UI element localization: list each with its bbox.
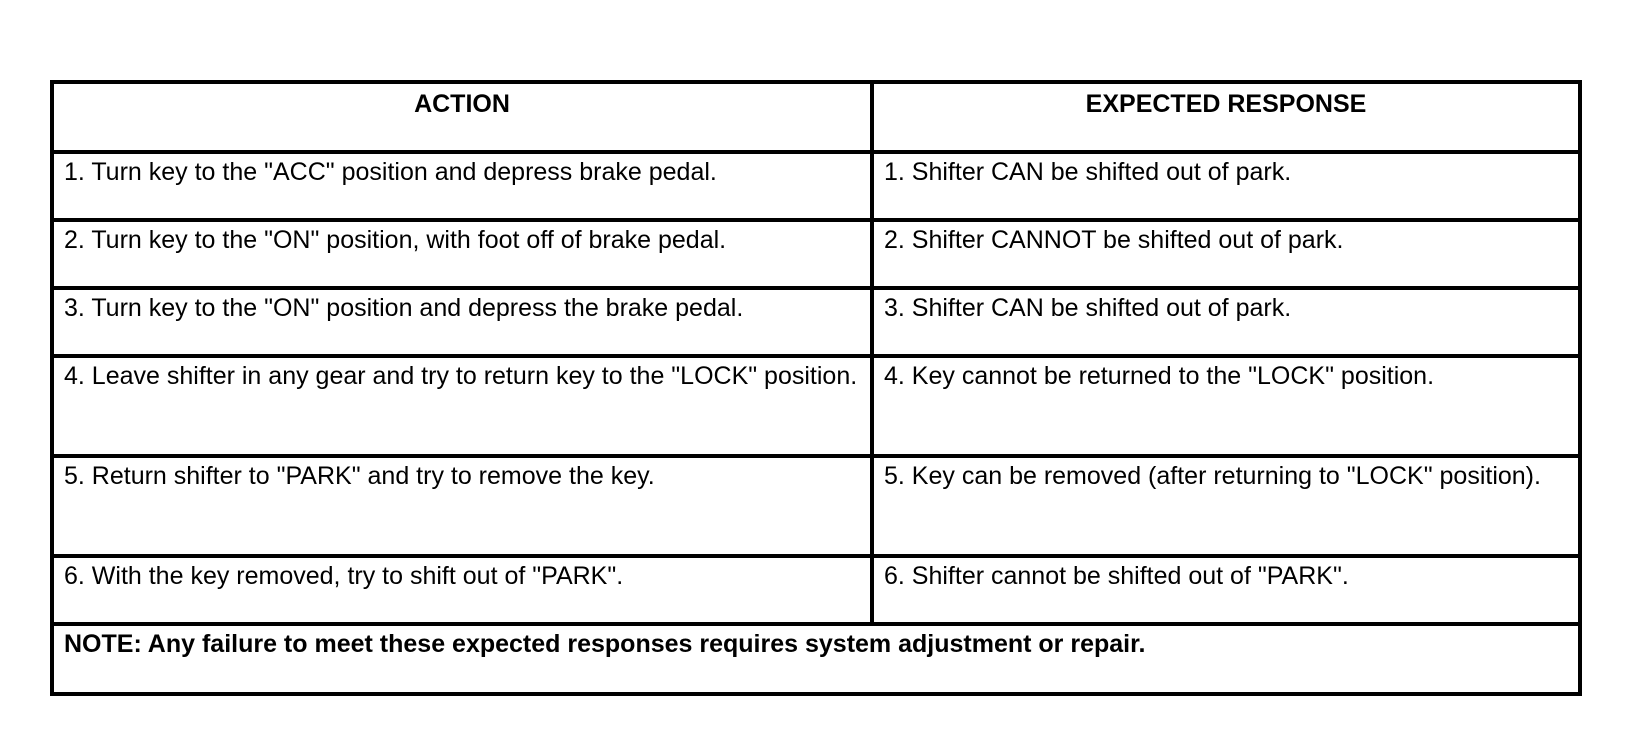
action-cell: 3. Turn key to the "ON" position and depress the brake pedal. (52, 288, 872, 356)
action-cell: 2. Turn key to the "ON" position, with foot off of brake pedal. (52, 220, 872, 288)
header-row (52, 82, 1580, 152)
table-row (52, 556, 1580, 624)
note-row (52, 624, 1580, 694)
response-cell: 5. Key can be removed (after returning to "LOCK" position). (872, 456, 1580, 556)
table-row (52, 152, 1580, 220)
response-cell: 2. Shifter CANNOT be shifted out of park. (872, 220, 1580, 288)
action-cell: 1. Turn key to the "ACC" position and depress brake pedal. (52, 152, 872, 220)
table-row (52, 456, 1580, 556)
table-row (52, 356, 1580, 456)
table-row (52, 288, 1580, 356)
expected-response-column-header: EXPECTED RESPONSE (872, 82, 1580, 152)
response-cell: 6. Shifter cannot be shifted out of "PARK". (872, 556, 1580, 624)
response-cell: 3. Shifter CAN be shifted out of park. (872, 288, 1580, 356)
test-procedure-table (50, 80, 1582, 696)
action-column-header: ACTION (52, 82, 872, 152)
note-text: NOTE: Any failure to meet these expected responses requires system adjustment or repair. (52, 624, 1580, 694)
table-row (52, 220, 1580, 288)
action-cell: 4. Leave shifter in any gear and try to return key to the "LOCK" position. (52, 356, 872, 456)
response-cell: 4. Key cannot be returned to the "LOCK" position. (872, 356, 1580, 456)
action-cell: 6. With the key removed, try to shift out of "PARK". (52, 556, 872, 624)
action-cell: 5. Return shifter to "PARK" and try to remove the key. (52, 456, 872, 556)
response-cell: 1. Shifter CAN be shifted out of park. (872, 152, 1580, 220)
